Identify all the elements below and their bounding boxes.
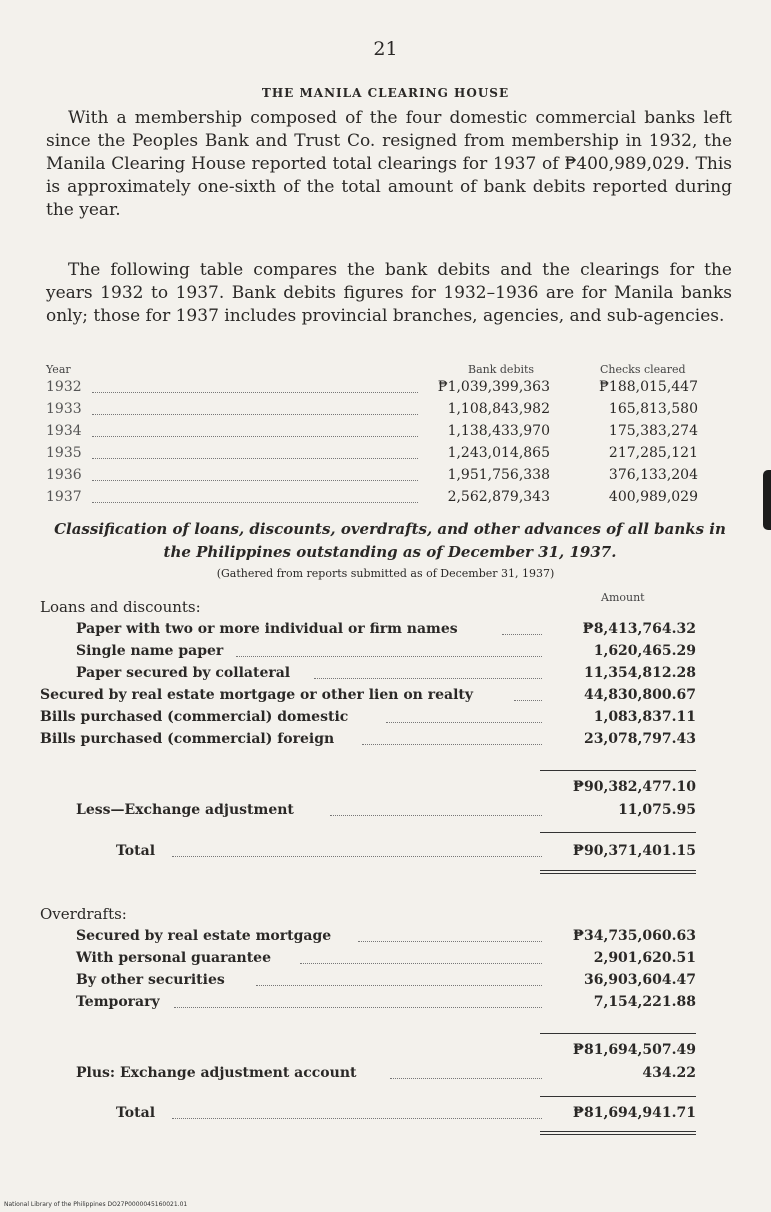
col-header-amount: Amount xyxy=(601,591,645,604)
double-rule xyxy=(540,870,696,874)
list-item: Temporary 7,154,221.88 xyxy=(76,994,696,1010)
table-row: 1937 2,562,879,343 400,989,029 xyxy=(46,489,698,505)
overdrafts-section-label: Overdrafts: xyxy=(40,905,127,923)
list-item: Secured by real estate mortgage or other lien on realty 44,830,800.67 xyxy=(40,687,696,703)
col-header-year: Year xyxy=(46,363,71,376)
table-row: 1936 1,951,756,338 376,133,204 xyxy=(46,467,698,483)
list-item: Bills purchased (commercial) foreign 23,078,797.43 xyxy=(40,731,696,747)
list-item: Paper secured by collateral 11,354,812.28 xyxy=(76,665,696,681)
list-item: Paper with two or more individual or firm names ₱8,413,764.32 xyxy=(76,621,696,637)
paragraph-2: The following table compares the bank debits and the clearings for the years 1932 to 1937. Bank debits figures for 1932–1936 are for Manila banks only; those for 1937 includes provincial branches, agencies, and sub-agencies. xyxy=(46,260,732,326)
list-item: By other securities 36,903,604.47 xyxy=(76,972,696,988)
list-item: Secured by real estate mortgage ₱34,735,060.63 xyxy=(76,928,696,944)
table-row: 1933 1,108,843,982 165,813,580 xyxy=(46,401,698,417)
table-row: 1934 1,138,433,970 175,383,274 xyxy=(46,423,698,439)
scan-edge-mark xyxy=(763,470,771,530)
col-header-bank-debits: Bank debits xyxy=(468,363,535,376)
list-item: With personal guarantee 2,901,620.51 xyxy=(76,950,696,966)
list-item: Bills purchased (commercial) domestic 1,083,837.11 xyxy=(40,709,696,725)
overdrafts-subtotal: ₱81,694,507.49 xyxy=(572,1042,696,1058)
subtotal-rule xyxy=(540,1033,696,1034)
paragraph-1: With a membership composed of the four domestic commercial banks left since the Peoples Bank and Trust Co. resigned from membership in 1932, the Manila Clearing House reported total clearings for 1937 of ₱400,989,029. This is approximately one-sixth of the total amount of bank debits reported during the year. xyxy=(46,108,732,220)
page-number: 21 xyxy=(373,38,398,60)
subtotal-rule xyxy=(540,770,696,771)
loans-section-label: Loans and discounts: xyxy=(40,598,201,616)
section-heading: THE MANILA CLEARING HOUSE xyxy=(261,86,510,100)
total-rule xyxy=(540,1096,696,1097)
list-item: Single name paper 1,620,465.29 xyxy=(76,643,696,659)
table-row: 1935 1,243,014,865 217,285,121 xyxy=(46,445,698,461)
scan-footer: National Library of the Philippines DO27P0000045160021.01 xyxy=(4,1201,188,1208)
double-rule xyxy=(540,1131,696,1135)
total-rule xyxy=(540,832,696,833)
table-caption: Classification of loans, discounts, overdrafts, and other advances of all banks in the Philippines outstanding as of December 31, 1937. xyxy=(54,520,726,561)
overdrafts-total: Total ₱81,694,941.71 xyxy=(116,1105,696,1121)
loans-subtotal: ₱90,382,477.10 xyxy=(572,779,696,795)
overdrafts-adjustment: Plus: Exchange adjustment account 434.22 xyxy=(76,1065,696,1081)
gathered-note: (Gathered from reports submitted as of December 31, 1937) xyxy=(216,567,555,580)
col-header-checks-cleared: Checks cleared xyxy=(600,363,686,376)
loans-total: Total ₱90,371,401.15 xyxy=(116,843,696,859)
loans-adjustment: Less—Exchange adjustment 11,075.95 xyxy=(76,802,696,818)
table-row: 1932 ₱1,039,399,363 ₱188,015,447 xyxy=(46,379,698,395)
